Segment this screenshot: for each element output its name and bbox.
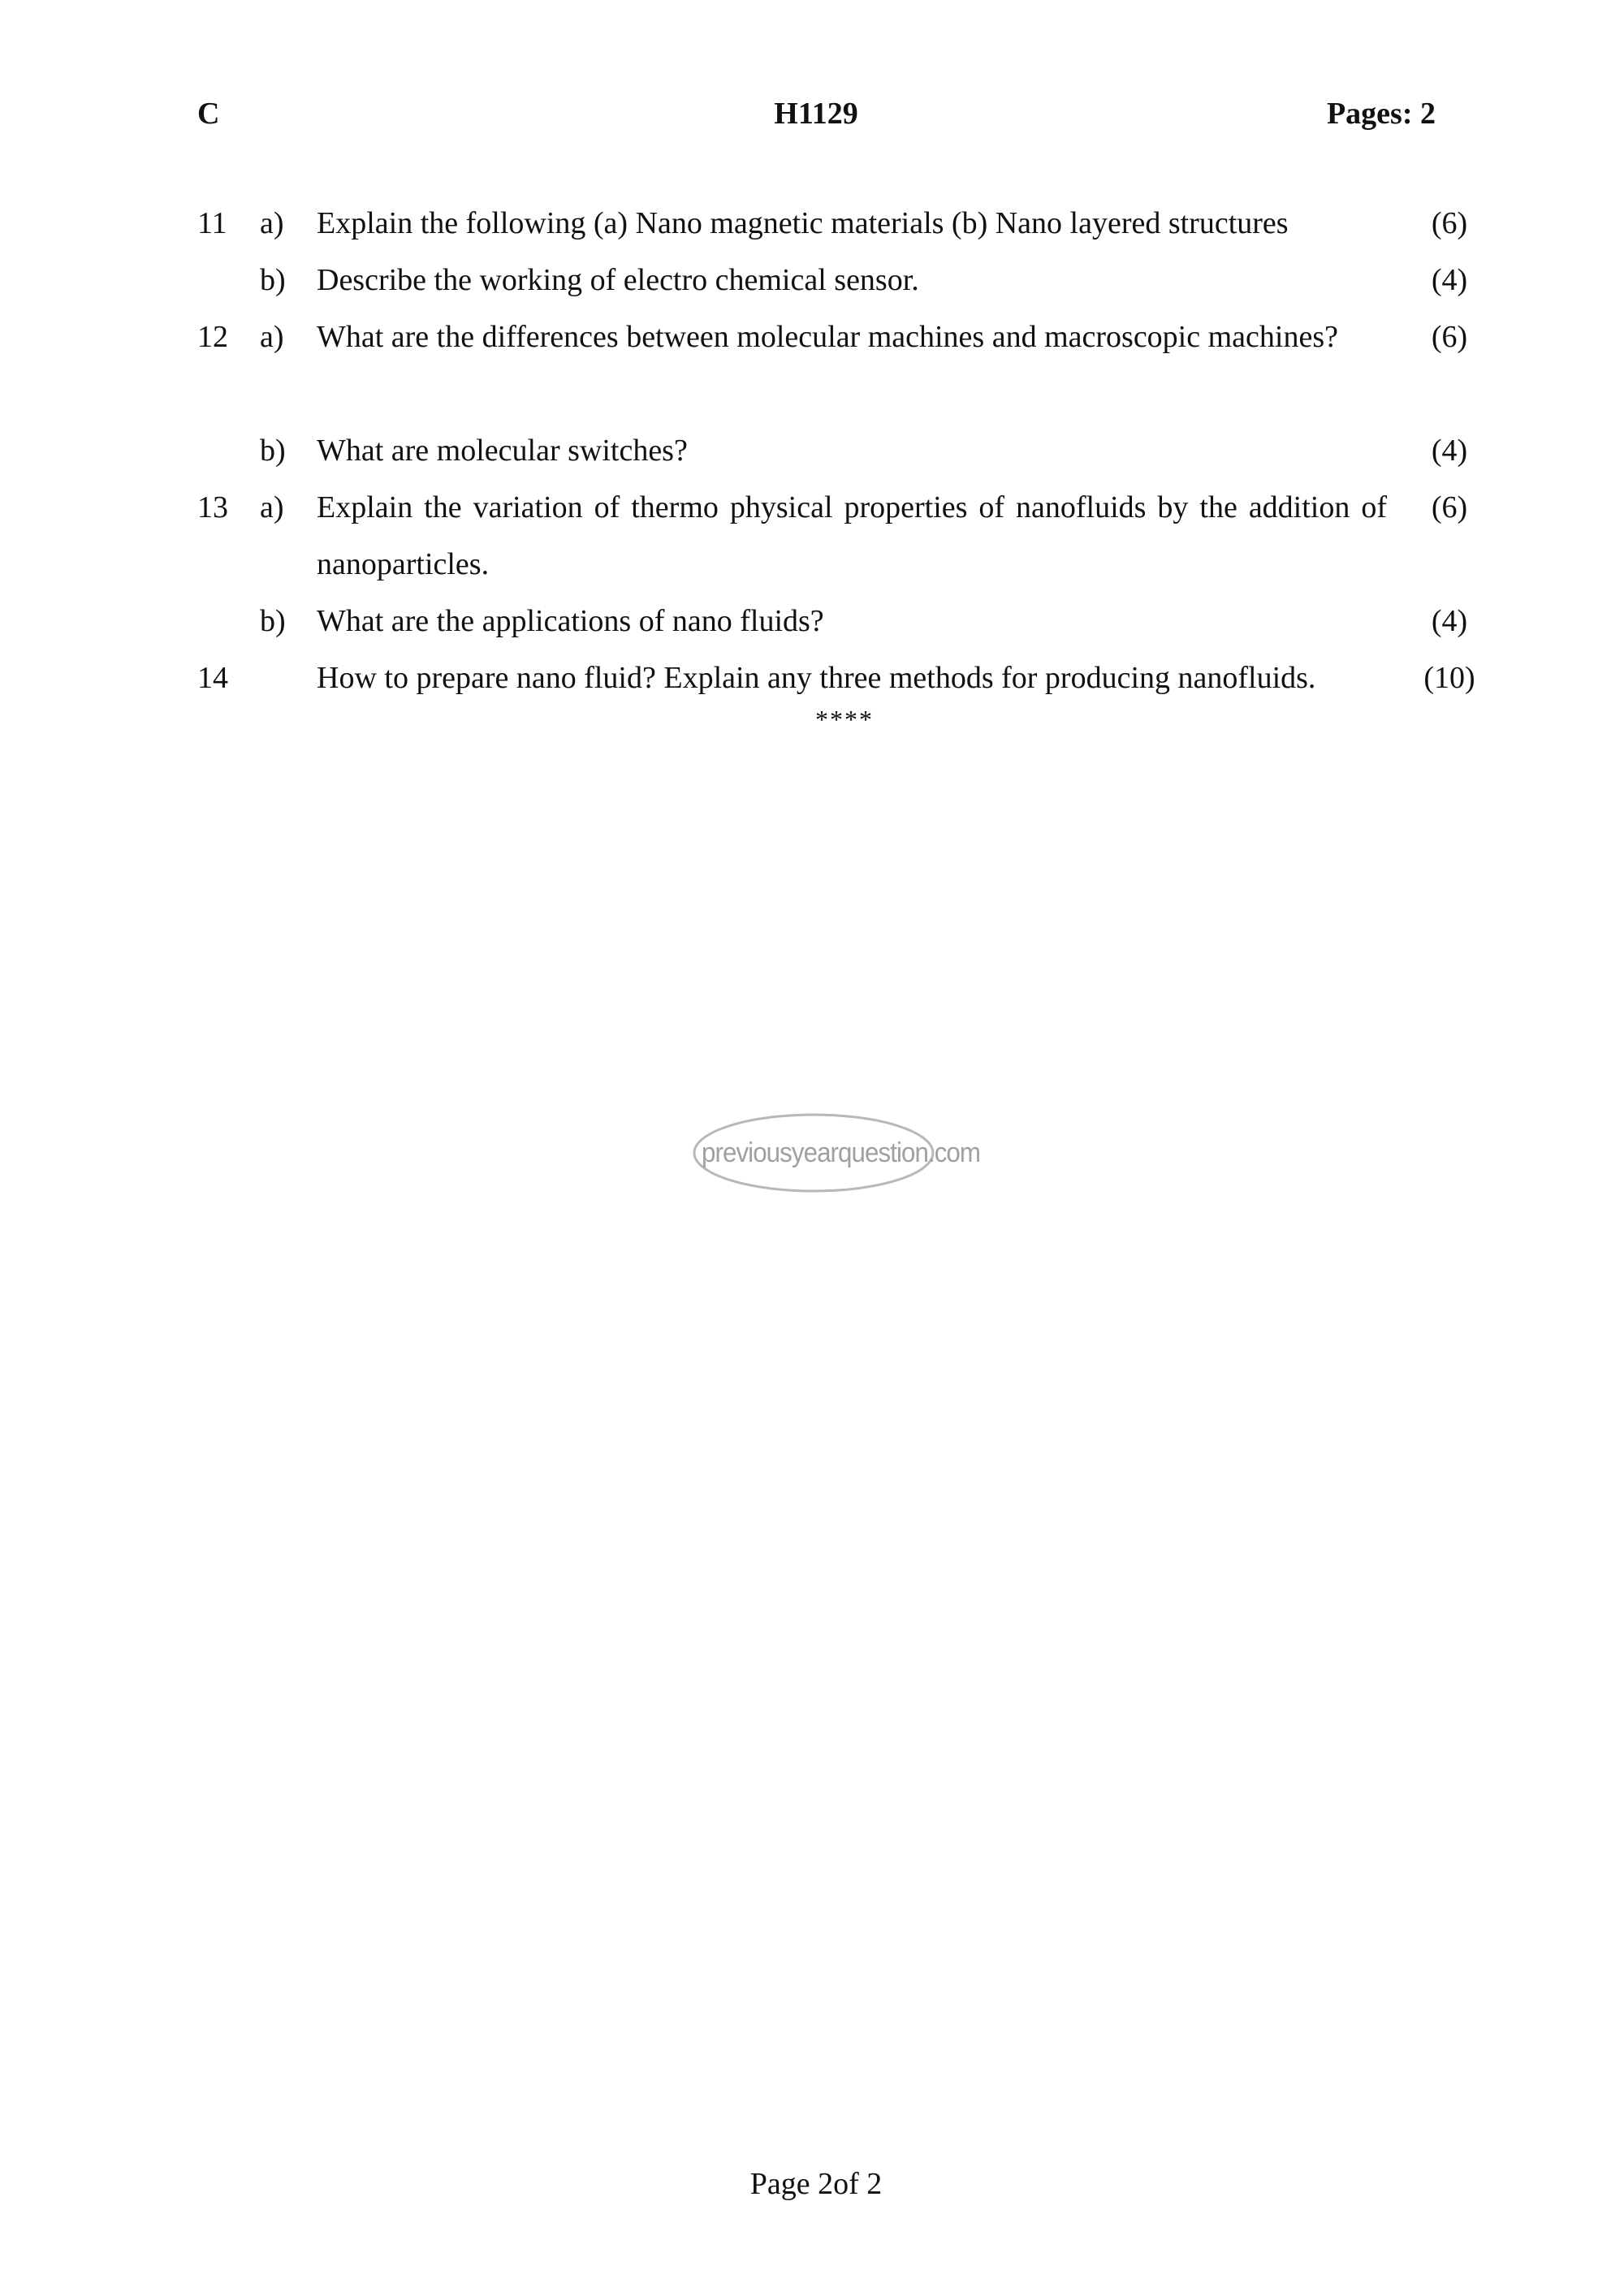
- end-marker: ****: [815, 705, 874, 734]
- question-number: 14: [197, 661, 228, 695]
- header-pages: Pages: 2: [1326, 97, 1436, 131]
- question-list: [0, 195, 1624, 706]
- watermark-text: previousyearquestion.com: [702, 1137, 981, 1168]
- question-part: a): [260, 490, 284, 524]
- question-marks: (4): [1431, 263, 1468, 297]
- question-text: How to prepare nano fluid? Explain any three methods for producing nanofluids.: [317, 661, 1316, 695]
- question-marks: (6): [1431, 490, 1468, 524]
- question-part: b): [260, 434, 286, 468]
- question-number: 11: [197, 206, 227, 240]
- question-text: What are molecular switches?: [317, 434, 688, 468]
- question-marks: (6): [1431, 206, 1468, 240]
- question-marks: (4): [1431, 434, 1468, 468]
- question-part: a): [260, 206, 284, 240]
- question-12a: [0, 309, 1624, 422]
- page-footer: Page 2of 2: [749, 2167, 883, 2201]
- question-text: Explain the following (a) Nano magnetic materials (b) Nano layered structures: [317, 206, 1289, 240]
- watermark-logo: [692, 1112, 981, 1193]
- header-code: H1129: [774, 97, 858, 131]
- question-part: a): [260, 320, 284, 354]
- header-series: C: [197, 97, 220, 131]
- question-number: 12: [197, 320, 228, 354]
- question-13a: [0, 479, 1624, 593]
- question-marks: (4): [1431, 604, 1468, 638]
- question-part: b): [260, 263, 286, 297]
- question-11a: [0, 195, 1624, 252]
- question-text: Describe the working of electro chemical sensor.: [317, 263, 919, 297]
- question-number: 13: [197, 490, 228, 524]
- question-text: Explain the variation of thermo physical properties of nanofluids by the addition of nanoparticles.: [317, 490, 1387, 581]
- question-14: [0, 650, 1624, 706]
- question-text: What are the differences between molecular machines and macroscopic machines?: [317, 320, 1338, 354]
- question-part: b): [260, 604, 286, 638]
- question-11b: [0, 252, 1624, 309]
- question-13b: [0, 593, 1624, 650]
- page-header: [0, 96, 1624, 145]
- question-12b: [0, 422, 1624, 479]
- question-marks: (6): [1431, 320, 1468, 354]
- question-text: What are the applications of nano fluids?: [317, 604, 824, 638]
- question-marks: (10): [1423, 661, 1475, 695]
